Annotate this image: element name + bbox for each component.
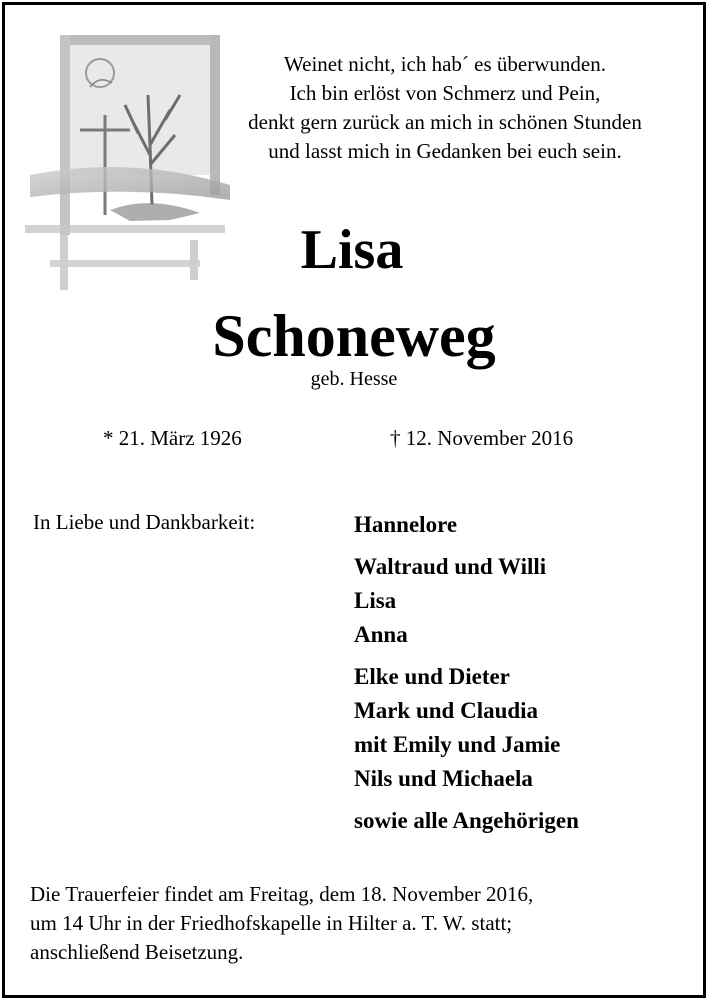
poem-line: denkt gern zurück an mich in schönen Stunden <box>248 110 642 134</box>
mourner-name: Nils und Michaela <box>354 766 533 791</box>
mourners-list <box>354 508 579 838</box>
deceased-last-name: Schoneweg <box>212 303 496 369</box>
service-line: um 14 Uhr in der Friedhofskapelle in Hilter a. T. W. statt; <box>30 911 513 935</box>
deceased-first-name <box>0 218 708 282</box>
service-line: anschließend Beisetzung. <box>30 940 244 964</box>
mourner-name: Mark und Claudia <box>354 698 539 723</box>
funeral-service-info <box>30 880 533 967</box>
mourner-name: Lisa <box>354 588 397 613</box>
mourner-name: Anna <box>354 622 408 647</box>
memorial-poem <box>230 50 660 166</box>
death-date: † 12. November 2016 <box>390 426 574 450</box>
mourner-name: Elke und Dieter <box>354 664 510 689</box>
mourner-name: Hannelore <box>354 512 458 537</box>
poem-line: Weinet nicht, ich hab´ es überwunden. <box>284 52 606 76</box>
mourner-name: mit Emily und Jamie <box>354 732 561 757</box>
maiden-name: geb. Hesse <box>310 368 398 390</box>
first-name-text: Lisa <box>300 219 404 281</box>
mourner-name: Waltraud und Willi <box>354 554 547 579</box>
birth-date: * 21. März 1926 <box>103 426 242 450</box>
poem-line: Ich bin erlöst von Schmerz und Pein, <box>289 81 601 105</box>
service-line: Die Trauerfeier findet am Freitag, dem 18. November 2016, <box>30 882 534 906</box>
poem-line: und lasst mich in Gedanken bei euch sein. <box>268 139 622 163</box>
mourners-intro: In Liebe und Dankbarkeit: <box>33 510 256 534</box>
mourner-name: sowie alle Angehörigen <box>354 808 579 833</box>
